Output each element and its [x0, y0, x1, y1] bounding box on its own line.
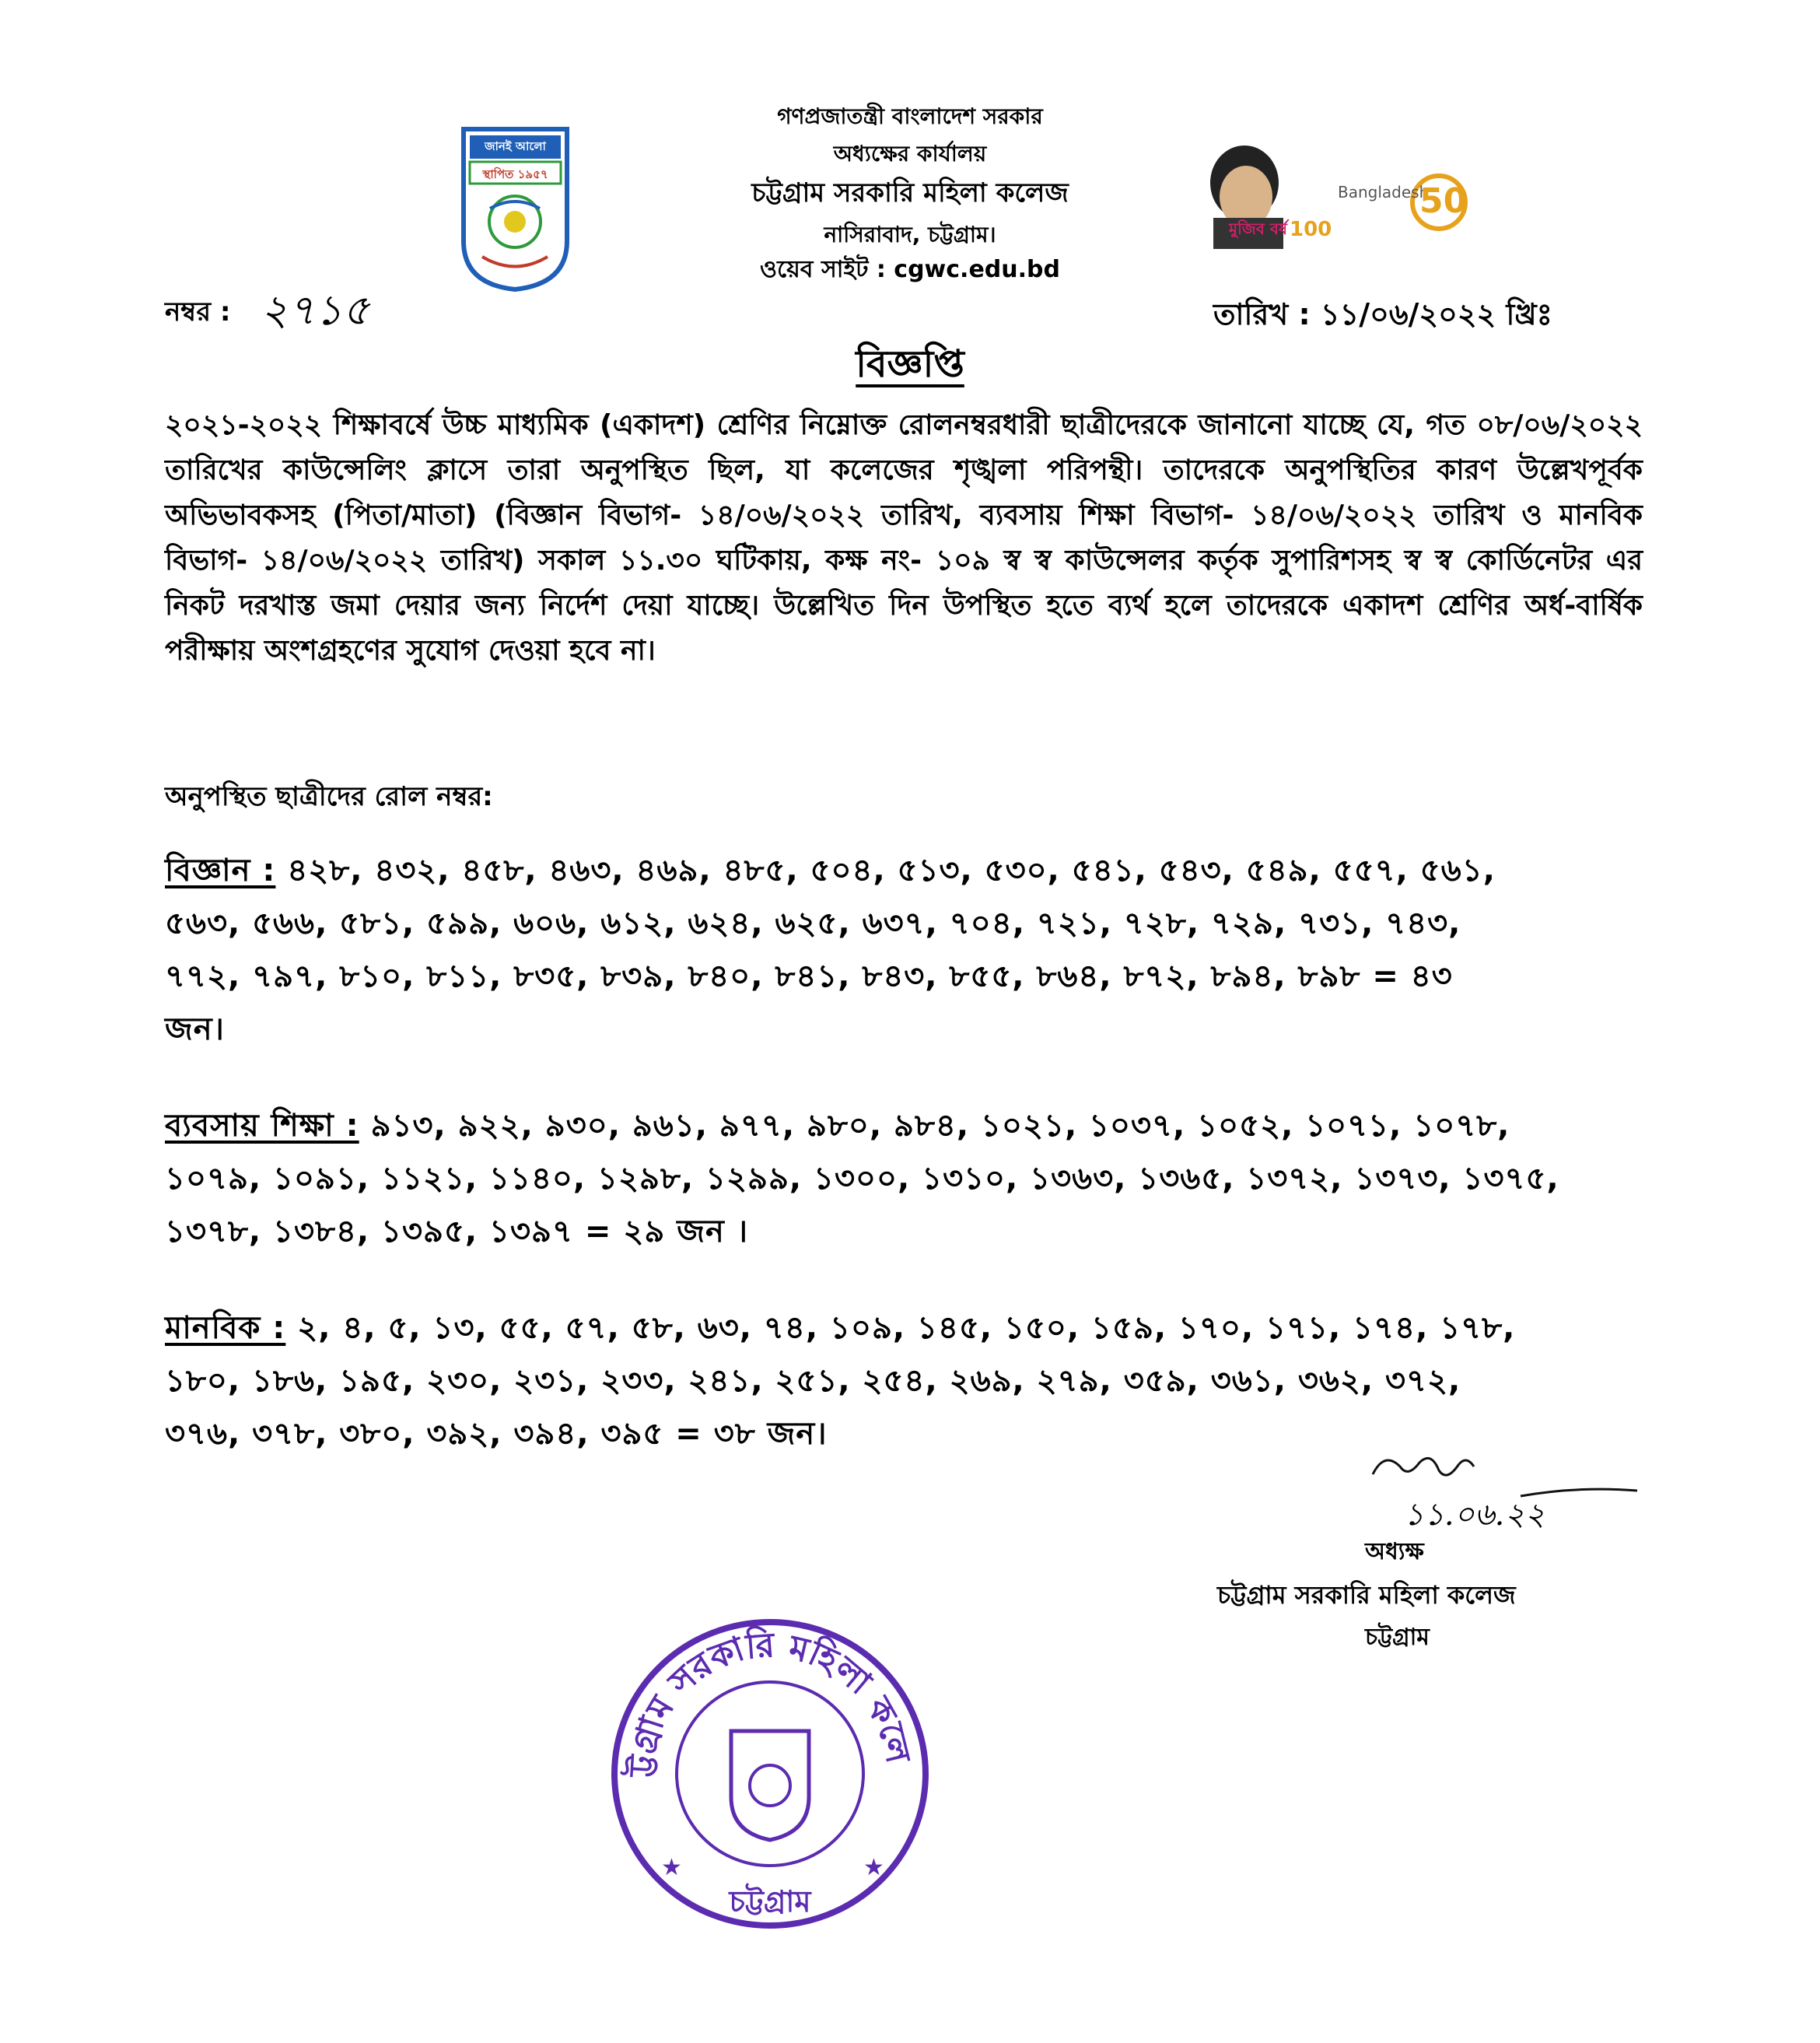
notice-body: ২০২১-২০২২ শিক্ষাবর্ষে উচ্চ মাধ্যমিক (একাদশ) শ্রেণির নিম্নোক্ত রোলনম্বরধারী ছাত্রীদেরকে জানানো যাচ্ছে যে, গত ০৮/০৬/২০২২ তারিখের কাউন্সেলিং ক্লাসে তারা অনুপস্থিত ছিল, যা কলেজের শৃঙ্খলা পরিপন্থী। তাদেরকে অনুপস্থিতির কারণ উল্লেখপূর্বক অভিভাবকসহ (পিতা/মাতা) (বিজ্ঞান বিভাগ- ১৪/০৬/২০২২ তারিখ, ব্যবসায় শিক্ষা বিভাগ- ১৪/০৬/২০২২ তারিখ ও মানবিক বিভাগ- ১৪/০৬/২০২২ তারিখ) সকাল ১১.৩০ ঘটিকায়, কক্ষ নং- ১০৯ স্ব স্ব কাউন্সেলর কর্তৃক সুপারিশসহ স্ব স্ব কোর্ডিনেটর এর নিকট দরখাস্ত জমা দেয়ার জন্য নির্দেশ দেয়া যাচ্ছে। উল্লেখিত দিন উপস্থিত হতে ব্যর্থ হলে তাদেরকে একাদশ শ্রেণির অর্ধ-বার্ষিক পরীক্ষায় অংশগ্রহণের সুযোগ দেওয়া হবে না। [165, 409, 1643, 667]
science-line-1 [165, 844, 1643, 897]
signature-city: চট্টগ্রাম [1365, 1624, 1430, 1651]
office-line: অধ্যক্ষের কার্যালয় [833, 141, 987, 166]
business-line-1 [165, 1099, 1643, 1152]
svg-text:চট্টগ্রাম সরকারি মহিলা কলেজ: ট্টগ্রাম সরকারি মহিলা কলে [621, 1625, 919, 1778]
memo-label: নম্বর : [165, 296, 231, 328]
business-line-3: ১৩৭৮, ১৩৮৪, ১৩৯৫, ১৩৯৭ = ২৯ জন । [165, 1214, 749, 1249]
logo-est-text: স্থাপিত ১৯৫৭ [482, 167, 548, 181]
humanities-rolls-1: ২, ৪, ৫, ১৩, ৫৫, ৫৭, ৫৮, ৬৩, ৭৪, ১০৯, ১৪৫, ১৫০, ১৫৯, ১৭০, ১৭১, ১৭৪, ১৭৮, [297, 1310, 1516, 1346]
mujib-text: মুজিব বর্ষ [1229, 219, 1287, 238]
absent-heading: অনুপস্থিত ছাত্রীদের রোল নম্বর: [165, 781, 493, 812]
official-seal [607, 1607, 933, 1933]
seal-stamp-icon [607, 1607, 933, 1933]
signature-underline [1517, 1484, 1641, 1500]
humanities-line-1 [165, 1302, 1643, 1354]
logo-top-text: জানই আলো [485, 139, 546, 153]
signature-college: চট্টগ্রাম সরকারি মহিলা কলেজ [1217, 1580, 1516, 1610]
notice-date: তারিখ : ১১/০৬/২০২২ খ্রিঃ [1213, 297, 1552, 331]
svg-text:★: ★ [661, 1854, 682, 1881]
principal-title: অধ্যক্ষ [1365, 1538, 1424, 1565]
notice-title: বিজ্ঞপ্তি [856, 342, 964, 386]
memo-number: ২৭১৫ [261, 286, 370, 335]
bangladesh-number: 50 [1419, 181, 1468, 221]
college-address: নাসিরাবাদ, চট্টগ্রাম। [824, 222, 996, 247]
svg-text:চট্টগ্রাম: চট্টগ্রাম [729, 1884, 811, 1919]
svg-text:★: ★ [863, 1854, 884, 1881]
business-rolls-1: ৯১৩, ৯২২, ৯৩০, ৯৬১, ৯৭৭, ৯৮০, ৯৮৪, ১০২১, ১০৩৭, ১০৫২, ১০৭১, ১০৭৮, [370, 1108, 1510, 1144]
humanities-line-3: ৩৭৬, ৩৭৮, ৩৮০, ৩৯২, ৩৯৪, ৩৯৫ = ৩৮ জন। [165, 1416, 828, 1452]
gov-line: গণপ্রজাতন্ত্রী বাংলাদেশ সরকার [777, 103, 1043, 129]
humanities-line-2: ১৮০, ১৮৬, ১৯৫, ২৩০, ২৩১, ২৩৩, ২৪১, ২৫১, ২৫৪, ২৬৯, ২৭৯, ৩৫৯, ৩৬১, ৩৬২, ৩৭২, [165, 1363, 1461, 1399]
college-website: ওয়েব সাইট : cgwc.edu.bd [760, 256, 1060, 283]
bangladesh-text: Bangladesh [1338, 183, 1430, 201]
science-line-2: ৫৬৩, ৫৬৬, ৫৮১, ৫৯৯, ৬০৬, ৬১২, ৬২৪, ৬২৫, ৬৩৭, ৭০৪, ৭২১, ৭২৮, ৭২৯, ৭৩১, ৭৪৩, [165, 906, 1461, 941]
signature-date: ১১.০৬.২২ [1404, 1497, 1545, 1533]
business-label: ব্যবসায় শিক্ষা : [165, 1108, 359, 1144]
business-line-2: ১০৭৯, ১০৯১, ১১২১, ১১৪০, ১২৯৮, ১২৯৯, ১৩০০, ১৩১০, ১৩৬৩, ১৩৬৫, ১৩৭২, ১৩৭৩, ১৩৭৫, [165, 1161, 1559, 1197]
science-rolls-1: ৪২৮, ৪৩২, ৪৫৮, ৪৬৩, ৪৬৯, ৪৮৫, ৫০৪, ৫১৩, ৫৩০, ৫৪১, ৫৪৩, ৫৪৯, ৫৫৭, ৫৬১, [287, 853, 1496, 888]
science-line-3: ৭৭২, ৭৯৭, ৮১০, ৮১১, ৮৩৫, ৮৩৯, ৮৪০, ৮৪১, ৮৪৩, ৮৫৫, ৮৬৪, ৮৭২, ৮৯৪, ৮৯৮ = ৪৩ [165, 958, 1453, 994]
science-line-4: জন। [165, 1011, 225, 1047]
mujib-number: 100 [1290, 218, 1332, 241]
humanities-label: মানবিক : [165, 1310, 286, 1346]
college-name: চট্টগ্রাম সরকারি মহিলা কলেজ [751, 177, 1069, 209]
science-label: বিজ্ঞান : [165, 853, 276, 888]
mujib-logo [1198, 144, 1478, 249]
